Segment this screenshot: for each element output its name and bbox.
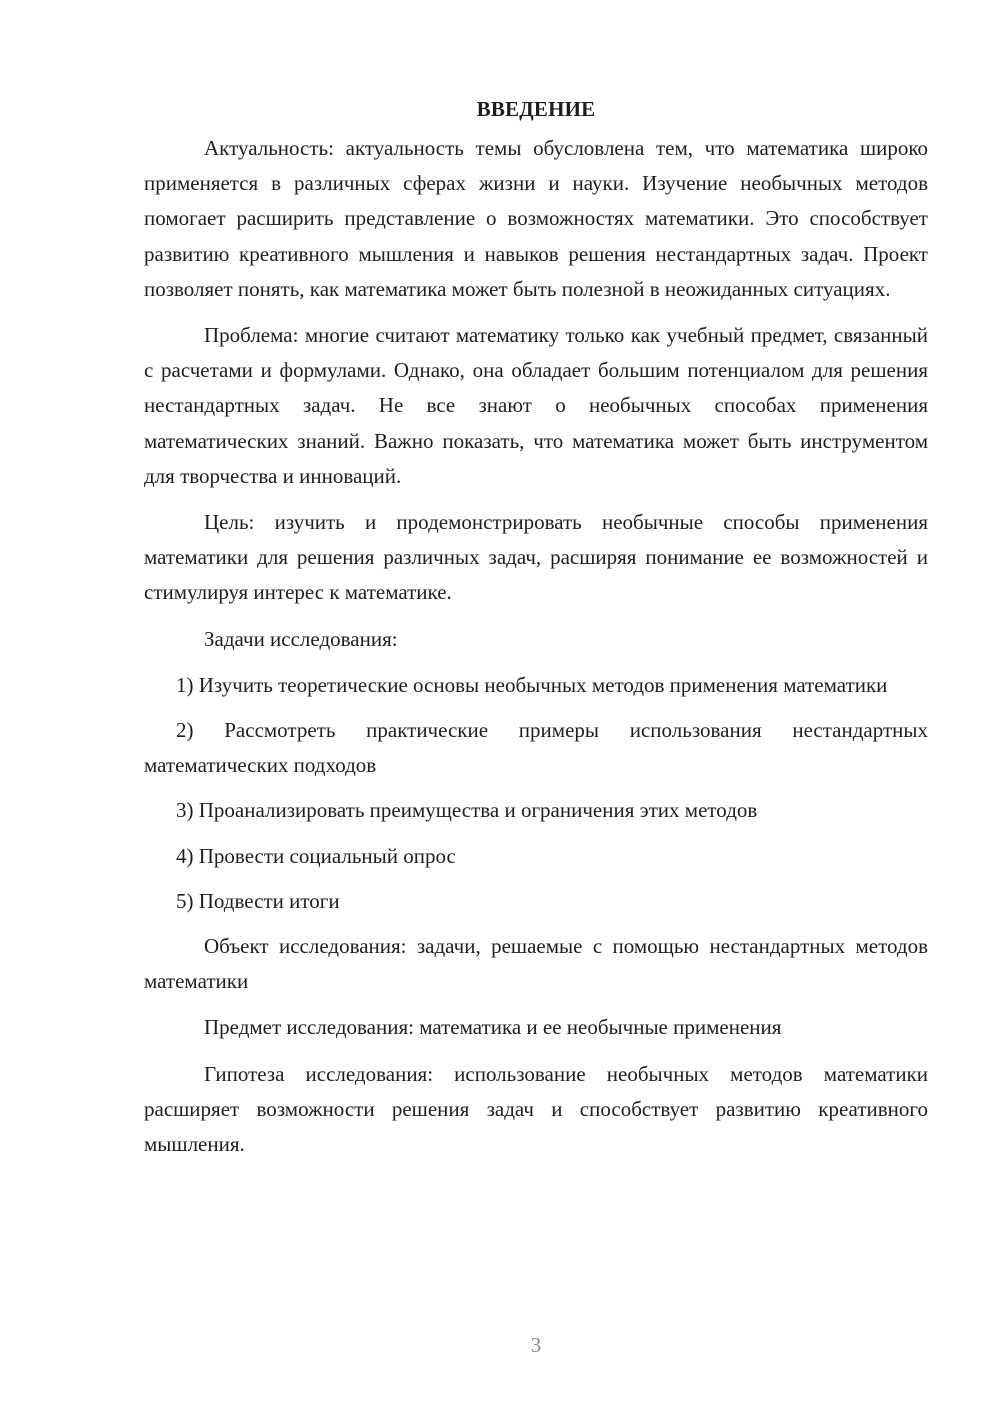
task-item-2: 2) Рассмотреть практические примеры использования нестандартных математических подходов bbox=[144, 718, 928, 778]
task-item-5: 5) Подвести итоги bbox=[176, 888, 340, 913]
object-paragraph: Объект исследования: задачи, решаемые с помощью нестандартных методов математики bbox=[144, 934, 928, 994]
section-title: ВВЕДЕНИЕ bbox=[476, 97, 596, 121]
hypothesis-paragraph: Гипотеза исследования: использование необычных методов математики расширяет возможности решения задач и способствует развитию креативного мышления. bbox=[144, 1061, 928, 1157]
task-item-3: 3) Проанализировать преимущества и ограничения этих методов bbox=[176, 798, 758, 823]
relevance-paragraph: Актуальность: актуальность темы обусловлена тем, что математика широко применяется в различных сферах жизни и науки. Изучение необычных методов помогает расширить представление о возможностях математики. Это способствует развитию креативного мышления и навыков решения нестандартных задач. Проект позволяет понять, как математика может быть полезной в неожиданных ситуациях. bbox=[144, 136, 928, 301]
page-number: 3 bbox=[530, 1333, 542, 1357]
task-item-4: 4) Провести социальный опрос bbox=[176, 843, 456, 868]
subject-paragraph: Предмет исследования: математика и ее необычные применения bbox=[204, 1015, 782, 1040]
goal-paragraph: Цель: изучить и продемонстрировать необычные способы применения математики для решения различных задач, расширяя понимание ее возможностей и стимулируя интерес к математике. bbox=[144, 510, 928, 605]
task-item-1: 1) Изучить теоретические основы необычных методов применения математики bbox=[176, 672, 888, 697]
tasks-heading: Задачи исследования: bbox=[204, 626, 398, 651]
document-page bbox=[144, 92, 928, 1173]
problem-paragraph: Проблема: многие считают математику только как учебный предмет, связанный с расчетами и формулами. Однако, она обладает большим потенциалом для решения нестандартных задач. Не все знают о необычных способах применения математических знаний. Важно показать, что математика может быть инструментом для творчества и инноваций. bbox=[144, 323, 928, 488]
